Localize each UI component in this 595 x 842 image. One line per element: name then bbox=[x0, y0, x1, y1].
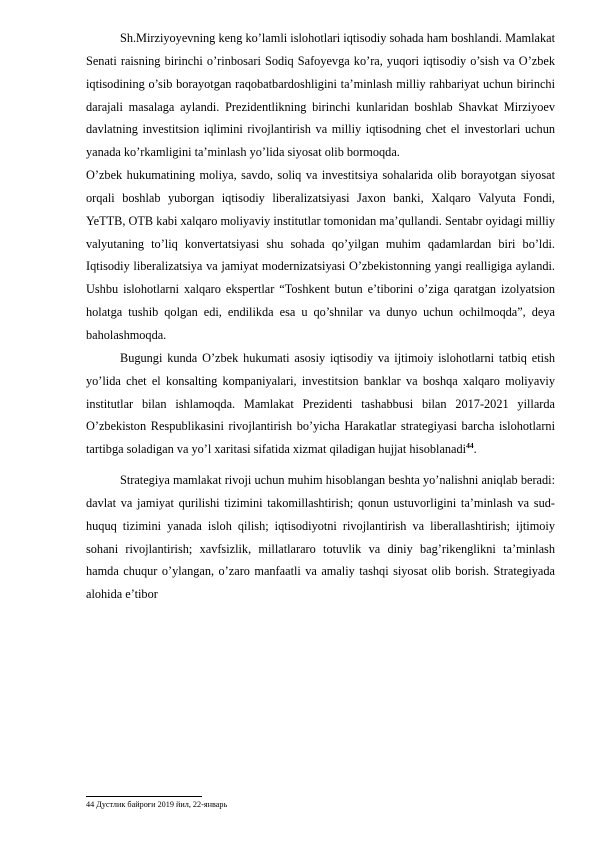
footnote-text: 44 Дустлик байроғи 2019 йил, 22-январь bbox=[86, 800, 228, 809]
footnote-reference[interactable]: 44 bbox=[466, 441, 474, 451]
paragraph-3-text: Bugungi kunda O’zbek hukumati asosiy iqtisodiy va ijtimoiy islohotlarni tatbiq etish yo’lida chet el konsalting kompaniyalari, investitsion banklar va boshqa xalqaro moliyaviy institutlar bilan ishlamoqda. Mamlakat Prezidenti tashabbusi bilan 2017-2021 yillarda O’zbekiston Respublikasini rivojlantirish bo’yicha Harakatlar strategiyasi barcha islohotlarni tartibga soladigan va yo’l xaritasi sifatida xizmat qiladigan hujjat hisoblanadi bbox=[86, 350, 555, 457]
footnote-divider bbox=[86, 796, 202, 797]
paragraph-2: O’zbek hukumatining moliya, savdo, soliq va investitsiya sohalarida olib borayotgan siyosat orqali boshlab yuborgan iqtisodiy liberalizatsiyasi Jaxon banki, Xalqaro Valyuta Fondi, YeTTB, OTB kabi xalqaro moliyaviy institutlar tomonidan ma’qullandi. Sentabr oyidagi milliy valyutaning to’liq konvertatsiyasi shu sohada qo’yilgan muhim qadamlardan biri bo’ldi. Iqtisodiy liberalizatsiya va jamiyat modernizatsiyasi O’zbekistonning yangi realligiga aylandi. Ushbu islohotlarni xalqaro ekspertlar “Toshkent butun e’tiborini o’ziga qaratgan izolyatsion holatga tushib qolgan edi, endilikda esa u qo’shnilar va dunyo uchun ochilmoqda”, deya baholashmoqda. bbox=[86, 168, 555, 342]
body-text bbox=[86, 27, 555, 606]
paragraph-1: Sh.Mirziyoyevning keng ko’lamli islohotlari iqtisodiy sohada ham boshlandi. Mamlakat Senati raisning birinchi o’rinbosari Sodiq Safoyevga ko’ra, yuqori iqtisodiy o’sish va O’zbek iqtisodining o’sib borayotgan raqobatbardoshligini ta’minlash milliy rahbariyat uchun birinchi darajali masalaga aylandi. Prezidentlikning birinchi kunlaridan boshlab Shavkat Mirziyoev davlatning investitsion iqlimini rivojlantirish va milliy iqtisodning chet el investorlari uchun yanada ko’rkamligini ta’minlash yo’lida siyosat olib bormoqda. bbox=[86, 31, 555, 160]
paragraph-3 bbox=[86, 347, 555, 461]
paragraph-gap bbox=[86, 461, 555, 469]
paragraph-3-end: . bbox=[473, 442, 477, 457]
paragraph-4: Strategiya mamlakat rivoji uchun muhim hisoblangan beshta yo’nalishni aniqlab beradi: davlat va jamiyat qurilishi tizimini takomillashtirish; qonun ustuvorligini ta’minlash va sud-huquq tizimini yanada isloh qilish; iqtisodiyotni rivojlantirish va liberallashtirish; ijtimoiy sohani rivojlantirish; xavfsizlik, millatlararo totuvlik va diniy bag’rikenglikni ta’minlash hamda chuqur o’ylangan, o’zaro manfaatli va amaliy tashqi siyosat olib borish. Strategiyada alohida e’tibor bbox=[86, 473, 555, 602]
